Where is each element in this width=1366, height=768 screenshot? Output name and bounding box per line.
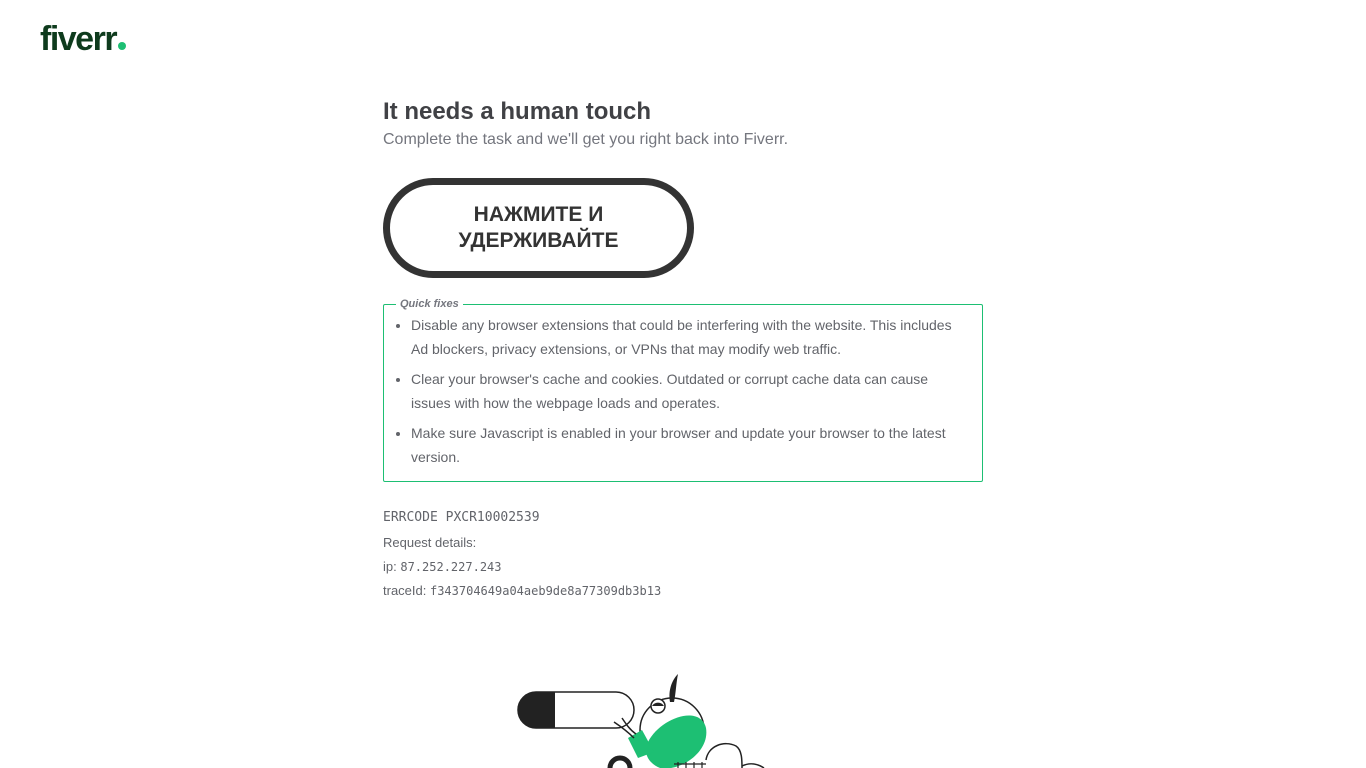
quick-fixes-box [383, 298, 983, 482]
trace-row [383, 579, 983, 603]
page-title: It needs a human touch [383, 98, 652, 125]
ip-label: ip: [383, 559, 397, 574]
trace-label: traceId: [383, 583, 427, 598]
robot-illustration [510, 668, 780, 768]
press-and-hold-button[interactable] [383, 178, 694, 278]
logo-text: fiverr [40, 20, 117, 58]
request-details-label: Request details: [383, 535, 477, 550]
quick-fixes-legend: Quick fixes [396, 298, 463, 310]
quick-fix-item: • Make sure Javascript is enabled in your browser and update your browser to the latest version. [411, 421, 958, 469]
fiverr-logo[interactable] [40, 22, 126, 56]
ip-value: 87.252.227.243 [400, 560, 502, 574]
challenge-content [383, 98, 983, 603]
press-and-hold-label: НАЖМИТЕ И УДЕРЖИВАЙТЕ [458, 203, 619, 252]
quick-fix-item: • Clear your browser's cache and cookies. Outdated or corrupt cache data can cause issues with how the webpage loads and operates. [411, 367, 958, 415]
trace-value: f343704649a04aeb9de8a77309db3b13 [429, 584, 662, 598]
quick-fixes-list [411, 313, 958, 469]
logo-dot [118, 42, 126, 50]
request-details [383, 531, 983, 603]
page-subtitle: Complete the task and we'll get you right back into Fiverr. [383, 131, 789, 148]
ip-row [383, 555, 983, 579]
quick-fix-item: • Disable any browser extensions that could be interfering with the website. This includes Ad blockers, privacy extensions, or VPNs that may modify web traffic. [411, 313, 958, 361]
error-code: ERRCODE PXCR10002539 [383, 510, 540, 525]
